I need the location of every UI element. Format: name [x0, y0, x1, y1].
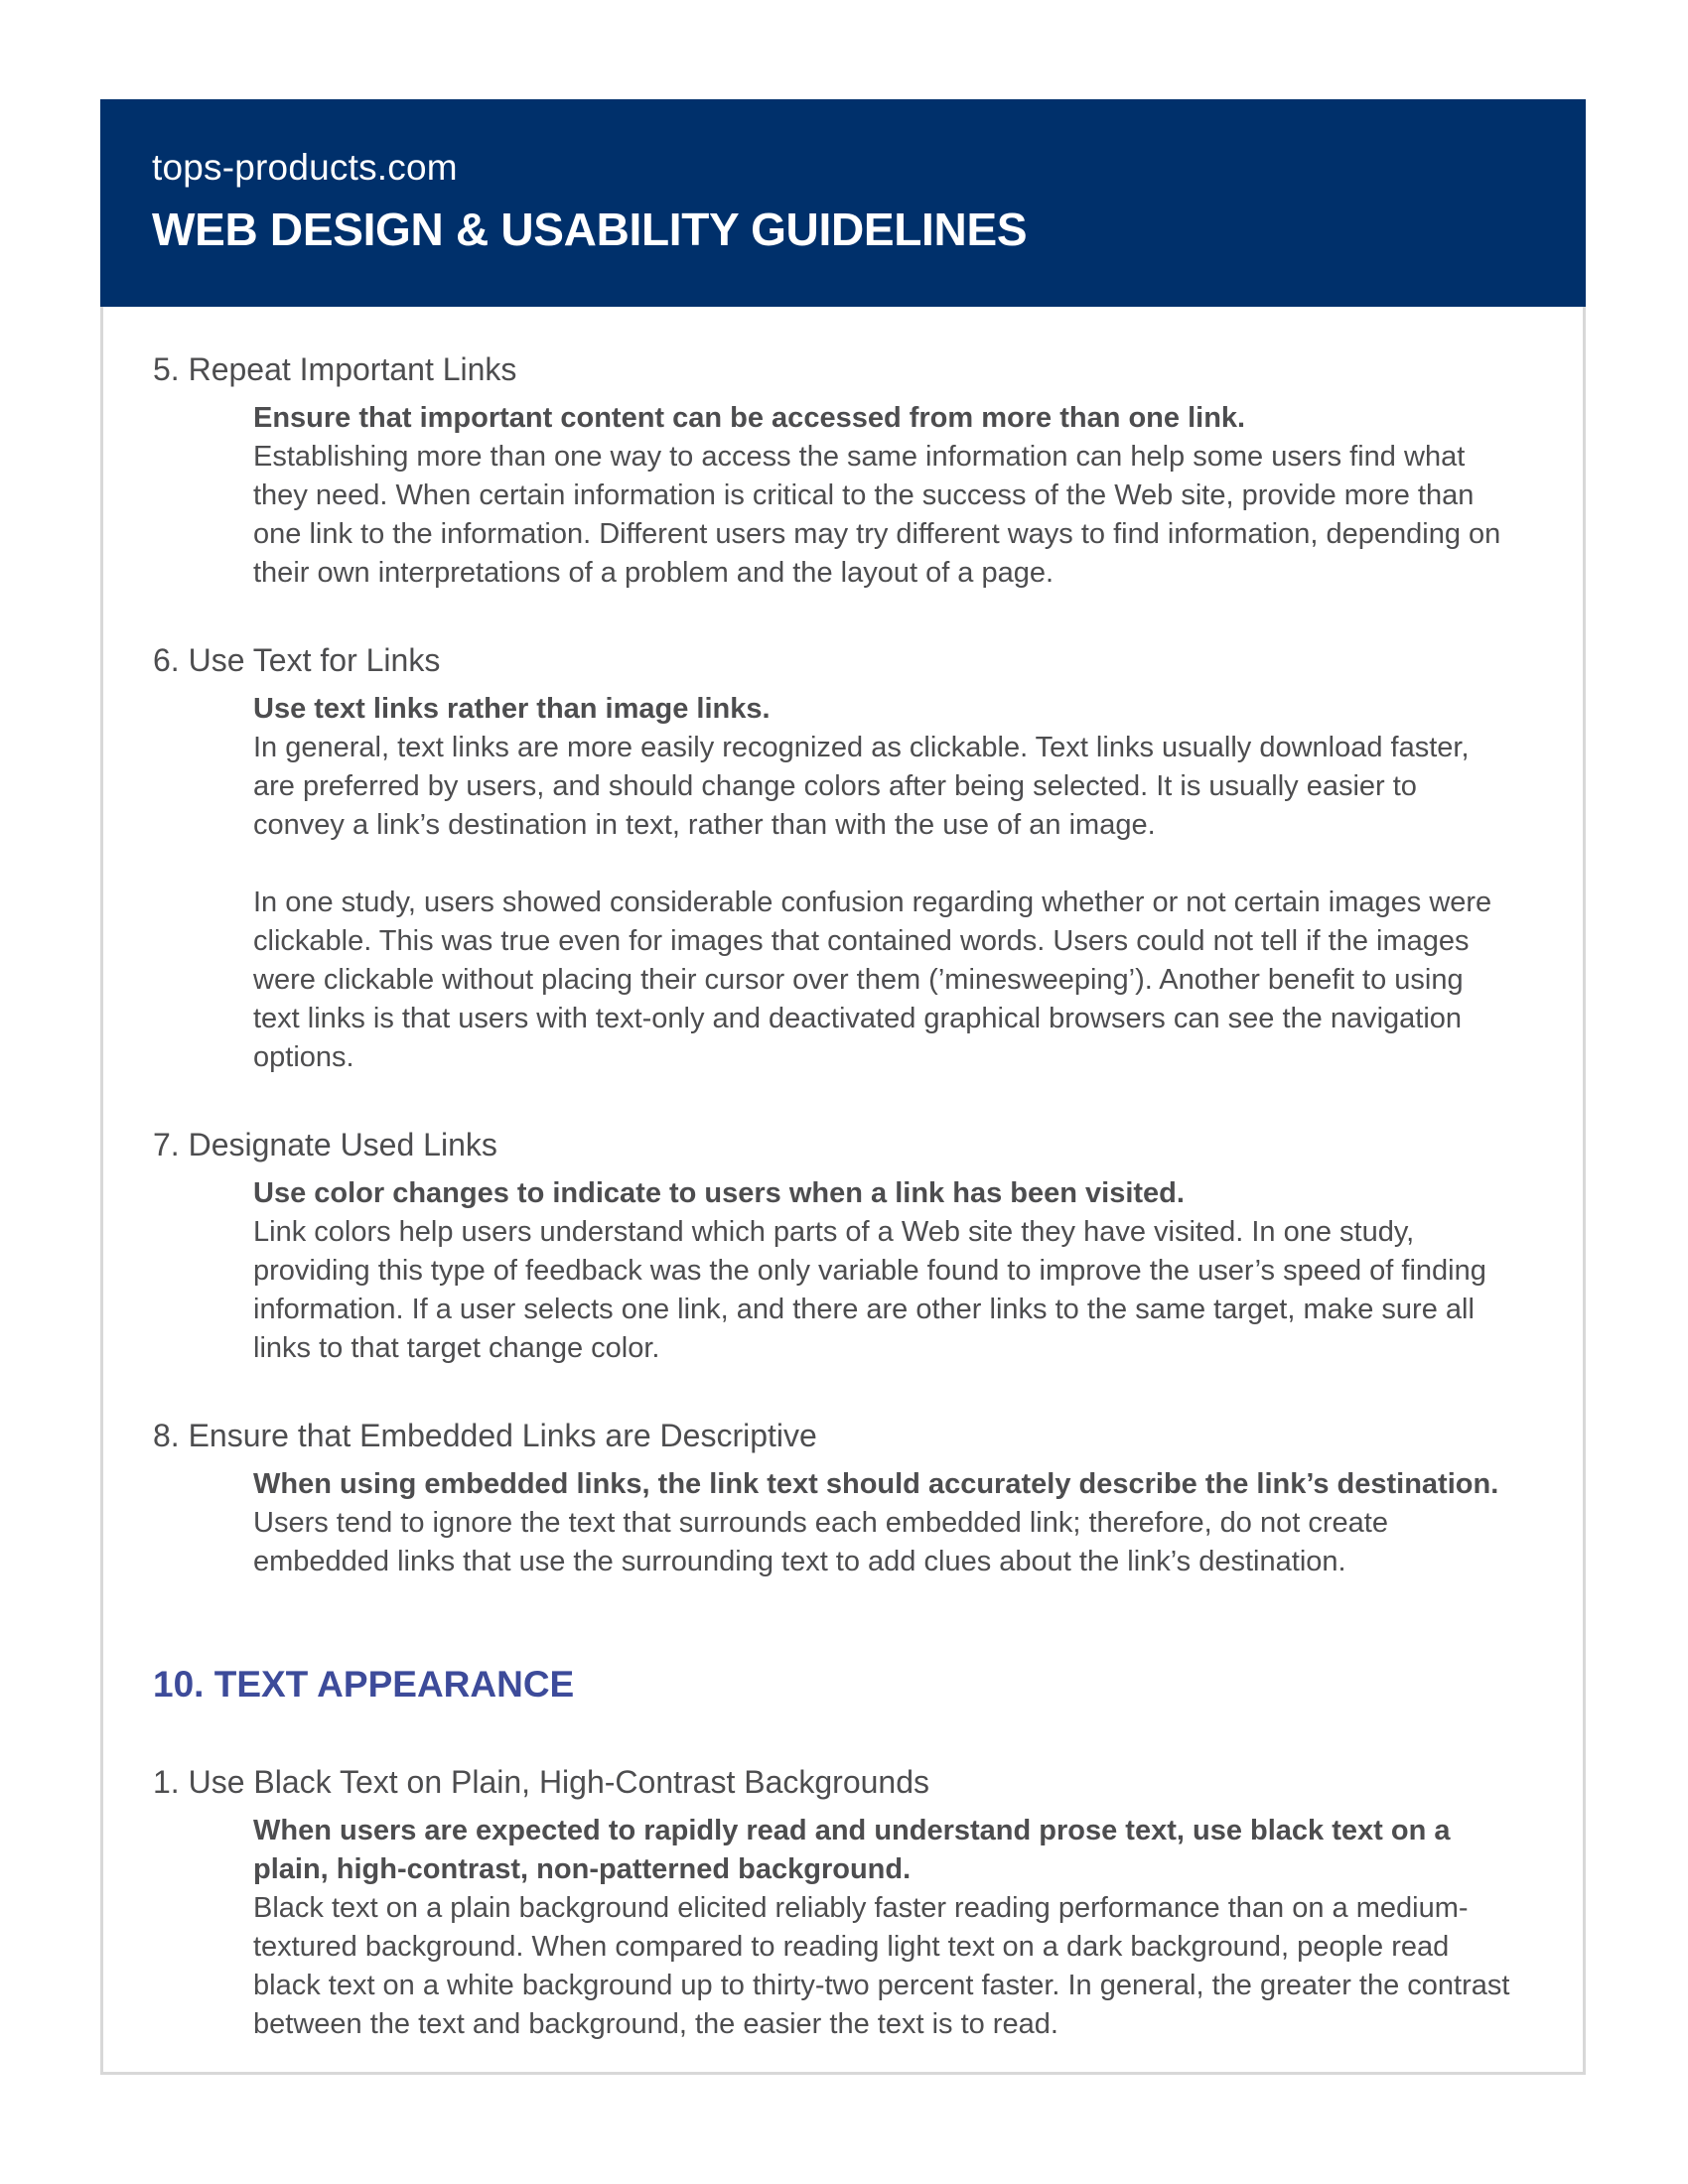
guideline-statement: Use text links rather than image links.	[253, 693, 771, 725]
guideline-paragraph: Establishing more than one way to access the same information can help some users find what they need. When certain information is critical to the success of the Web site, provide more than one link to the information. Different users may try different ways to find information, depending on their own interpretations of a problem and the layout of a page.	[253, 441, 1501, 589]
page-header	[100, 99, 1586, 307]
guideline-body	[253, 399, 1514, 593]
guideline-paragraph: In one study, users showed considerable confusion regarding whether or not certain images were clickable. This was true even for images that contained words. Users could not tell if the images were clickable without placing their cursor over them (’minesweeping’). Another benefit to using text links is that users with text-only and deactivated graphical browsers can see the navigation options.	[253, 887, 1492, 1073]
guideline-item	[153, 1125, 1533, 1368]
document-title: WEB DESIGN & USABILITY GUIDELINES	[152, 204, 1028, 255]
guideline-body	[253, 690, 1514, 1077]
guideline-paragraph: Link colors help users understand which parts of a Web site they have visited. In one study, providing this type of feedback was the only variable found to improve the user’s speed of finding information. If a user selects one link, and there are other links to the same target, make sure all links to that target change color.	[253, 1216, 1486, 1364]
guideline-heading: 8. Ensure that Embedded Links are Descriptive	[153, 1418, 817, 1453]
guideline-heading: 5. Repeat Important Links	[153, 351, 517, 387]
guideline-statement: Use color changes to indicate to users when a link has been visited.	[253, 1177, 1185, 1209]
section-title: 10. TEXT APPEARANCE	[153, 1664, 575, 1705]
guideline-body	[253, 1174, 1514, 1368]
guideline-heading: 7. Designate Used Links	[153, 1127, 497, 1162]
guideline-paragraph: Users tend to ignore the text that surrounds each embedded link; therefore, do not create embedded links that use the surrounding text to add clues about the link’s destination.	[253, 1507, 1388, 1577]
site-name: tops-products.com	[152, 147, 458, 188]
guideline-body	[253, 1812, 1514, 2044]
guideline-item	[153, 1762, 1533, 2044]
guideline-paragraph: Black text on a plain background elicited reliably faster reading performance than on a medium-textured background. When compared to reading light text on a dark background, people read black text on a white background up to thirty-two percent faster. In general, the greater the contrast between the text and background, the easier the text is to read.	[253, 1892, 1510, 2040]
guideline-item	[153, 1416, 1533, 1581]
document-content	[153, 349, 1533, 2044]
guideline-statement: Ensure that important content can be accessed from more than one link.	[253, 402, 1246, 434]
guideline-statement: When using embedded links, the link text should accurately describe the link’s destination.	[253, 1468, 1499, 1500]
guideline-heading: 1. Use Black Text on Plain, High-Contrast Backgrounds	[153, 1764, 930, 1800]
guideline-paragraph: In general, text links are more easily recognized as clickable. Text links usually download faster, are preferred by users, and should change colors after being selected. It is usually easier to convey a link’s destination in text, rather than with the use of an image.	[253, 732, 1470, 841]
guideline-body	[253, 1465, 1514, 1581]
guideline-item	[153, 349, 1533, 593]
guideline-statement: When users are expected to rapidly read and understand prose text, use black text on a plain, high-contrast, non-patterned background.	[253, 1815, 1451, 1885]
guideline-heading: 6. Use Text for Links	[153, 642, 441, 678]
guideline-item	[153, 640, 1533, 1077]
